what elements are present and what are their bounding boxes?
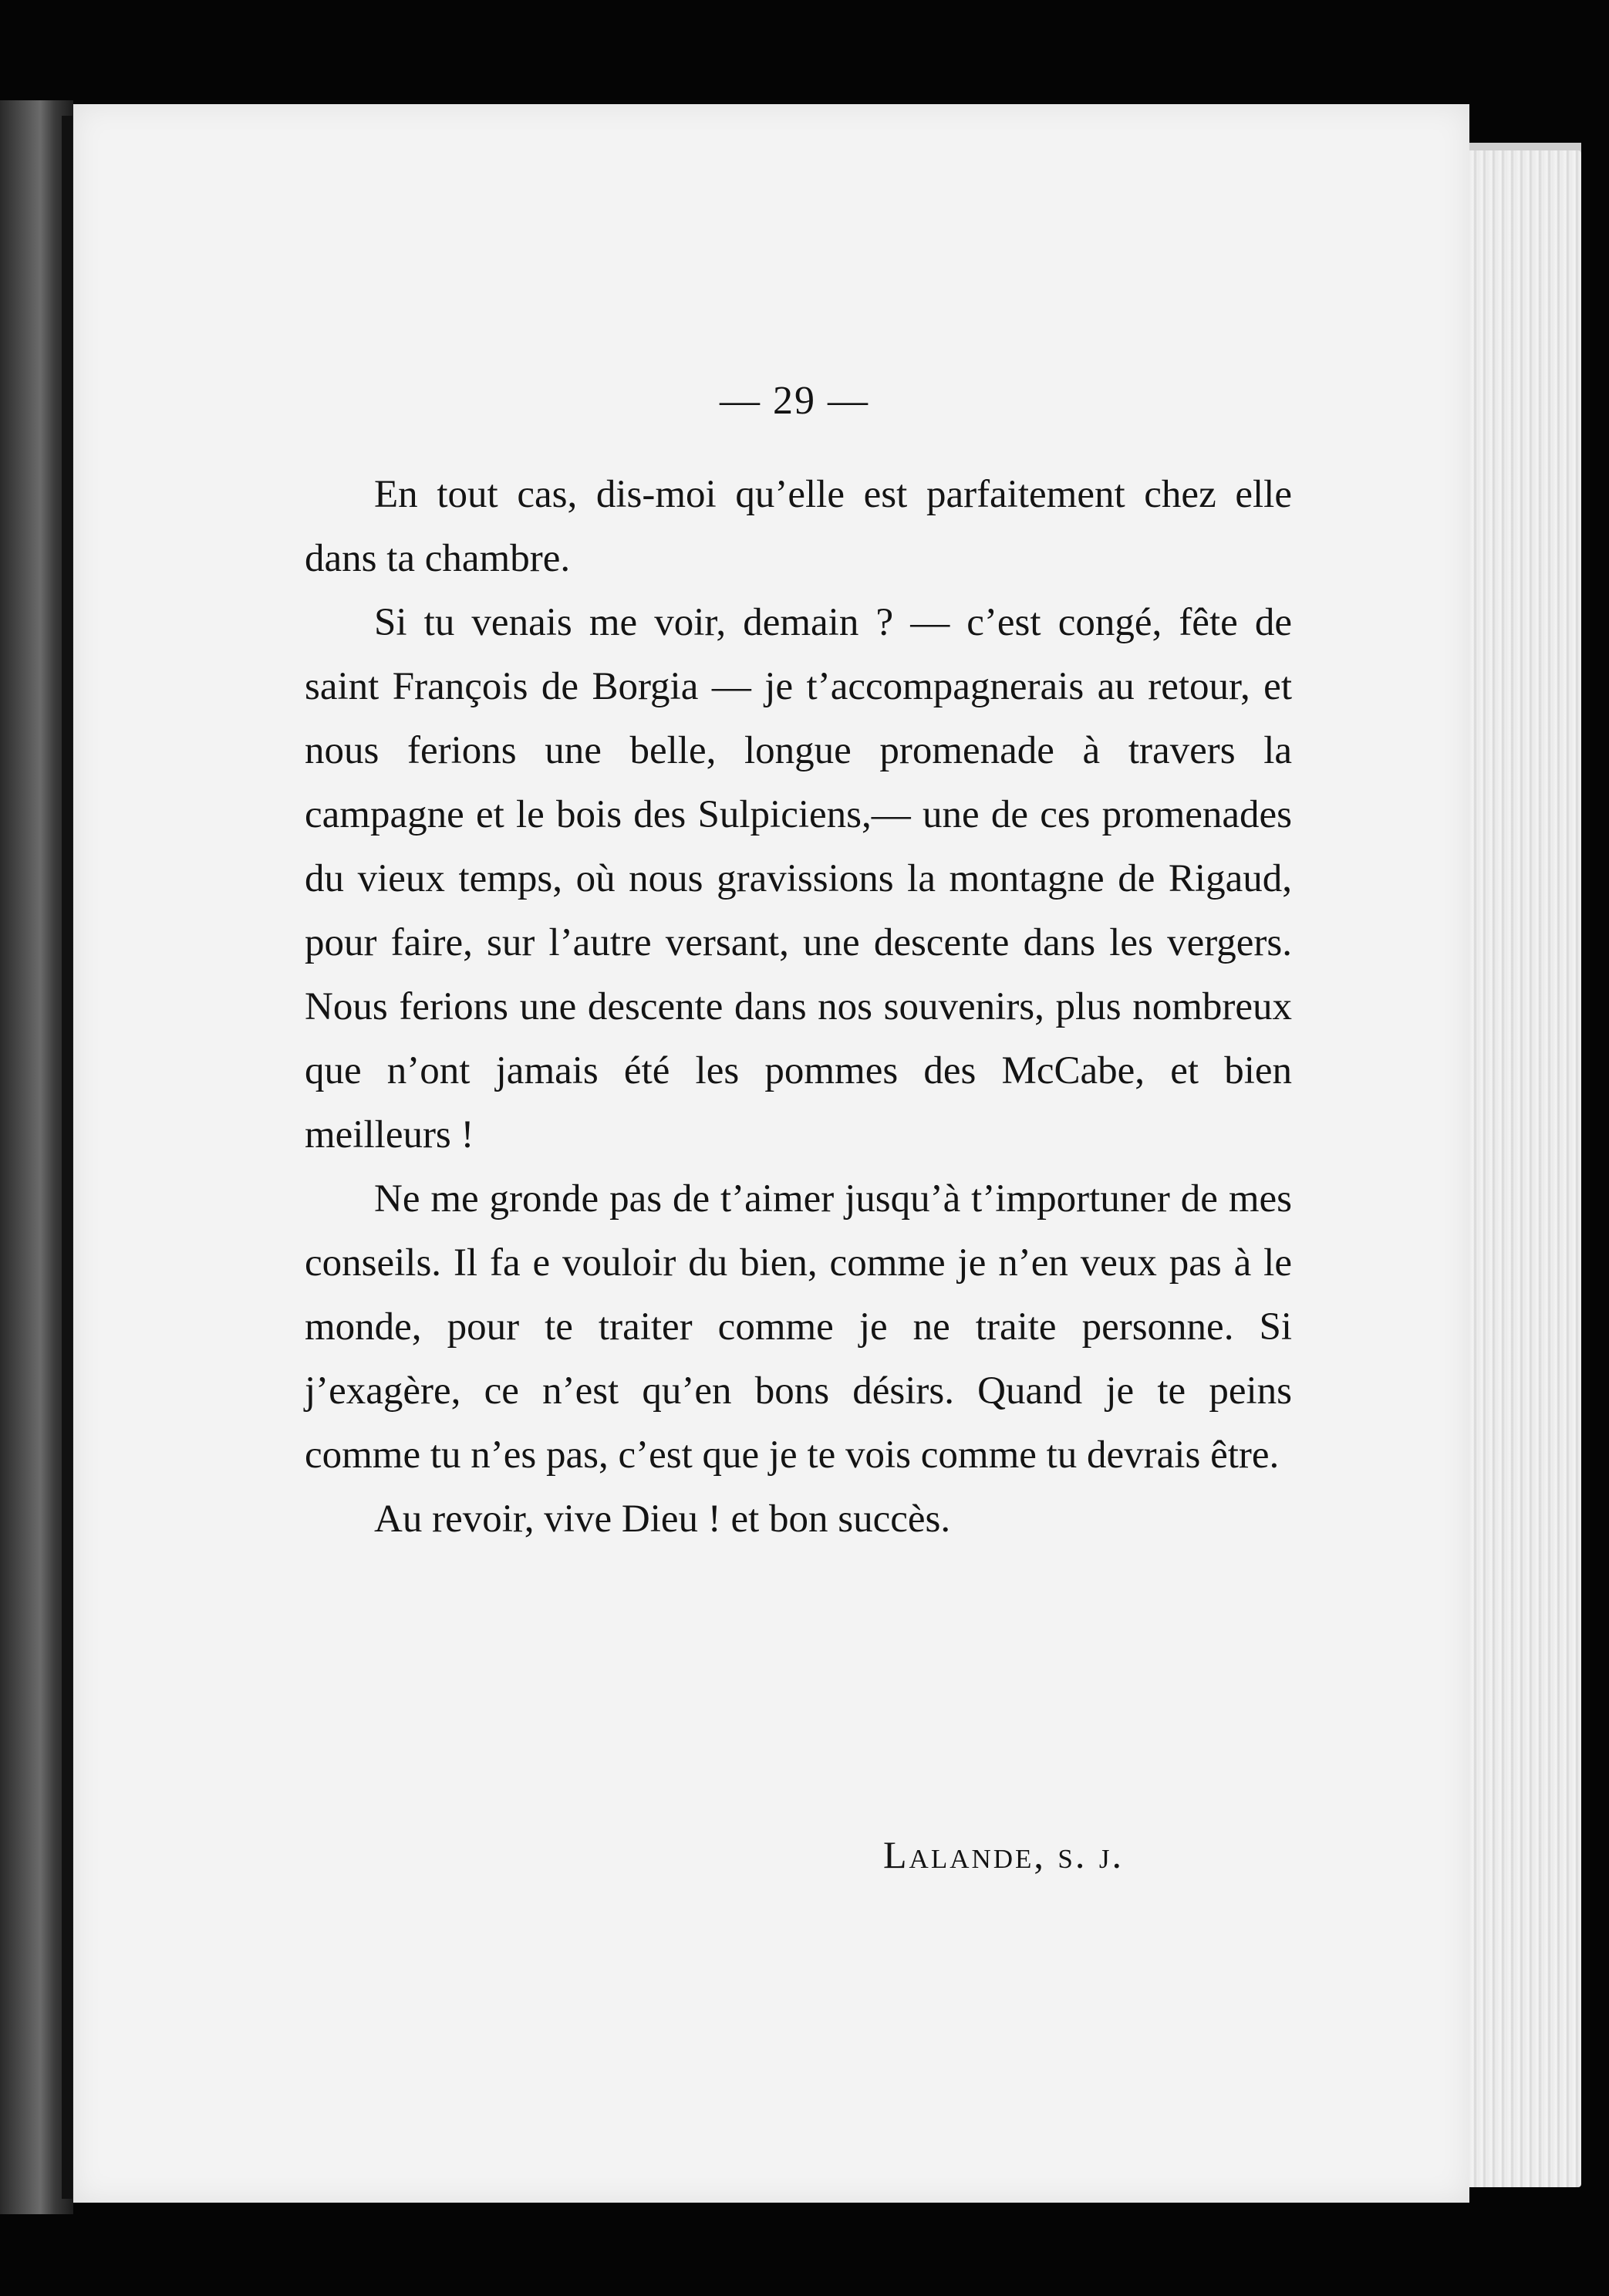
book-page bbox=[73, 104, 1469, 2203]
paragraph-4: Au revoir, vive Dieu ! et bon succès. bbox=[374, 1497, 951, 1541]
binding-shadow-line bbox=[62, 116, 73, 2199]
paragraph-2: Si tu venais me voir, demain ? — c’est congé, fête de saint François de Borgia — je t’accompagnerais au retour, et nous ferions une belle, longue promenade à travers la campagne et le bois des Sulpiciens,— une de ces promenades du vieux temps, où nous gravissions la montagne de Rigaud, pour faire, sur l’autre versant, une descente dans les vergers. Nous ferions une descente dans nos souvenirs, plus nombreux que n’ont jamais été les pommes des McCabe, et bien meilleurs ! bbox=[305, 601, 1292, 1156]
paragraph-3: Ne me gronde pas de t’aimer jusqu’à t’importuner de mes conseils. Il fa e vouloir du bien, comme je n’en veux pas à le monde, pour te traiter comme je ne traite personne. Si j’exagère, ce n’est qu’en bons désirs. Quand je te peins comme tu n’es pas, c’est que je te vois comme tu devrais être. bbox=[305, 1177, 1292, 1477]
page-body-text bbox=[305, 463, 1292, 1551]
signature: Lalande, s. j. bbox=[883, 1833, 1124, 1876]
paragraph-1: En tout cas, dis-moi qu’elle est parfaitement chez elle dans ta chambre. bbox=[305, 473, 1292, 580]
page-stack-edges bbox=[1450, 150, 1581, 2187]
bottom-dark-margin bbox=[0, 2214, 1609, 2296]
page-number: — 29 — bbox=[720, 379, 869, 423]
